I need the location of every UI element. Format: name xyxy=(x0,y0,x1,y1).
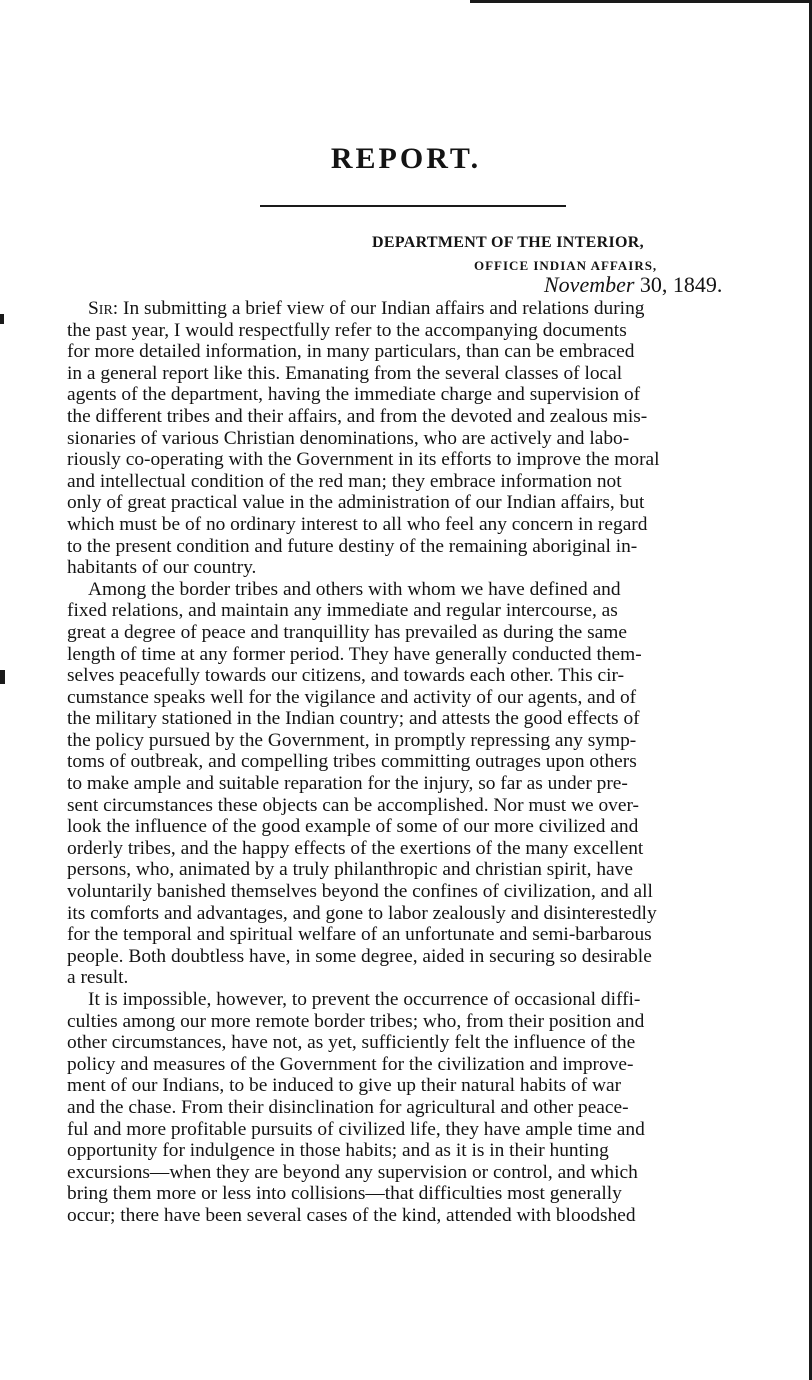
text-line: bring them more or less into collisions—that difficulties most generally xyxy=(67,1183,622,1205)
text-line: habitants of our country. xyxy=(67,557,257,579)
text-line: agents of the department, having the immediate charge and supervision of xyxy=(67,384,641,406)
report-date xyxy=(544,272,722,298)
text-line: persons, who, animated by a truly philanthropic and christian spirit, have xyxy=(67,859,633,881)
text-line: and the chase. From their disinclination for agricultural and other peace- xyxy=(67,1096,629,1118)
text-line: cumstance speaks well for the vigilance and activity of our agents, and of xyxy=(67,686,637,708)
text-line: the military stationed in the Indian country; and attests the good effects of xyxy=(67,708,640,730)
text-line: for the temporal and spiritual welfare of an unfortunate and semi-barbarous xyxy=(67,924,652,946)
text-line: sionaries of various Christian denominations, who are actively and labo- xyxy=(67,427,630,449)
title-rule xyxy=(260,205,566,207)
text-line: other circumstances, have not, as yet, sufficiently felt the influence of the xyxy=(67,1032,636,1054)
text-line-content: In submitting a brief view of our Indian affairs and relations during xyxy=(118,298,645,319)
department-heading: DEPARTMENT OF THE INTERIOR, xyxy=(372,234,644,251)
text-line: riously co-operating with the Government in its efforts to improve the moral xyxy=(67,449,660,471)
text-line: voluntarily banished themselves beyond the confines of civilization, and all xyxy=(67,881,653,903)
text-line: policy and measures of the Government for the civilization and improve- xyxy=(67,1053,634,1075)
margin-mark xyxy=(0,314,4,324)
text-line: fixed relations, and maintain any immediate and regular intercourse, as xyxy=(67,600,618,622)
text-line: ful and more profitable pursuits of civilized life, they have ample time and xyxy=(67,1118,645,1140)
text-line: great a degree of peace and tranquillity has prevailed as during the same xyxy=(67,621,627,643)
text-line: ment of our Indians, to be induced to give up their natural habits of war xyxy=(67,1075,622,1097)
text-line: a result. xyxy=(67,967,129,989)
date-month: November xyxy=(544,272,635,297)
text-line: people. Both doubtless have, in some degree, aided in securing so desirable xyxy=(67,945,652,967)
text-line: culties among our more remote border tribes; who, from their position and xyxy=(67,1010,645,1032)
salutation: Sir: xyxy=(88,298,119,319)
text-line: its comforts and advantages, and gone to labor zealously and disinterestedly xyxy=(67,902,657,924)
text-line: the different tribes and their affairs, and from the devoted and zealous mis- xyxy=(67,405,648,427)
text-line: which must be of no ordinary interest to all who feel any concern in regard xyxy=(67,513,648,535)
text-line: only of great practical value in the administration of our Indian affairs, but xyxy=(67,492,645,514)
text-line: the past year, I would respectfully refer to the accompanying documents xyxy=(67,319,627,341)
text-line: in a general report like this. Emanating from the several classes of local xyxy=(67,362,623,384)
margin-mark xyxy=(0,670,5,684)
report-title: REPORT. xyxy=(330,142,482,175)
text-line: selves peacefully towards our citizens, and towards each other. This cir- xyxy=(67,665,625,687)
text-line: for more detailed information, in many particulars, than can be embraced xyxy=(67,341,635,363)
text-line: sent circumstances these objects can be accomplished. Nor must we over- xyxy=(67,794,639,816)
text-line: excursions—when they are beyond any supervision or control, and which xyxy=(67,1161,638,1183)
text-line: look the influence of the good example of some of our more civilized and xyxy=(67,816,639,838)
report-body xyxy=(67,298,755,1227)
text-line: and intellectual condition of the red man; they embrace information not xyxy=(67,470,622,492)
text-line: It is impossible, however, to prevent the occurrence of occasional diffi- xyxy=(88,989,641,1010)
text-line: toms of outbreak, and compelling tribes committing outrages upon others xyxy=(67,751,637,773)
text-line: the policy pursued by the Government, in promptly repressing any symp- xyxy=(67,729,637,751)
text-line xyxy=(67,298,755,320)
page-edge-top xyxy=(470,0,812,3)
text-line: Among the border tribes and others with whom we have defined and xyxy=(88,578,621,600)
text-line: opportunity for indulgence in those habits; and as it is in their hunting xyxy=(67,1140,609,1162)
office-heading: OFFICE INDIAN AFFAIRS, xyxy=(474,258,658,273)
text-line: to make ample and suitable reparation for the injury, so far as under pre- xyxy=(67,773,628,795)
text-line: length of time at any former period. They have generally conducted them- xyxy=(67,643,642,665)
date-day-year: 30, 1849. xyxy=(634,272,723,297)
text-line: orderly tribes, and the happy effects of the exertions of the many excellent xyxy=(67,837,644,859)
text-line: to the present condition and future destiny of the remaining aboriginal in- xyxy=(67,535,638,557)
text-line: occur; there have been several cases of the kind, attended with bloodshed xyxy=(67,1204,636,1226)
